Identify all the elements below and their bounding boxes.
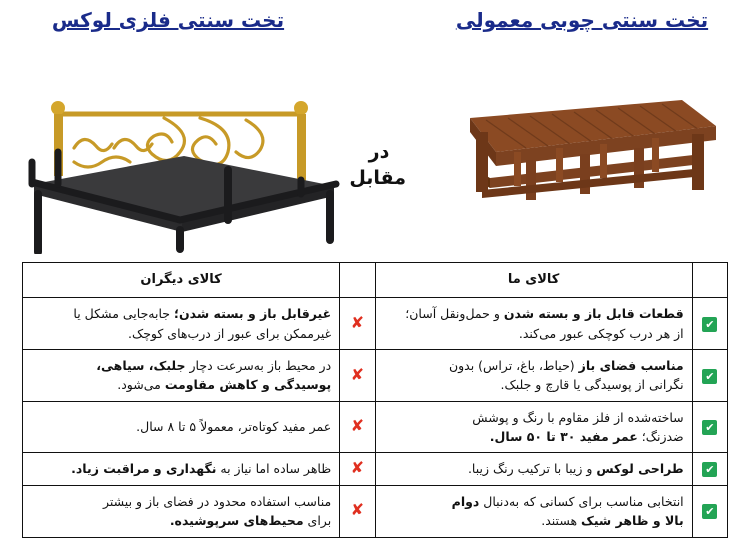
others-text-line2: می‌شود. <box>117 377 165 393</box>
cross-mark-cell <box>340 298 375 350</box>
table-row <box>23 401 728 453</box>
cross-mark-cell <box>340 453 375 485</box>
ours-cell <box>375 401 692 453</box>
header-others-mark <box>340 263 375 298</box>
ours-text-line2: نگرانی از پوسیدگی یا قارچ و جلبک. <box>500 377 684 393</box>
others-highlight-2: پوسیدگی و کاهش مقاومت <box>164 377 332 393</box>
others-cell <box>23 401 340 453</box>
heading-metal-bed: تخت سنتی فلزی لوکس <box>51 8 285 32</box>
ours-text-line2: هستند. <box>541 513 582 529</box>
ours-text: و حمل‌ونقل آسان؛ <box>405 306 504 322</box>
check-mark-cell <box>692 453 727 485</box>
table-row <box>23 298 728 350</box>
ours-cell <box>375 298 692 350</box>
check-icon: ✔ <box>702 420 717 435</box>
check-mark-cell <box>692 349 727 401</box>
others-cell <box>23 485 340 537</box>
ours-highlight: عمر مفید ۳۰ تا ۵۰ سال. <box>489 429 638 445</box>
wooden-bed-image <box>430 82 720 232</box>
check-mark-cell <box>692 401 727 453</box>
versus-label <box>349 140 406 191</box>
ours-cell <box>375 453 692 485</box>
ours-text: انتخابی مناسب برای کسانی که به‌دنبال <box>479 493 684 509</box>
others-highlight: جلبک، سیاهی، <box>96 357 186 373</box>
cross-icon: ✘ <box>350 364 365 384</box>
ours-cell <box>375 485 692 537</box>
cross-icon: ✘ <box>350 458 365 478</box>
ours-text-line2: از هر درب کوچکی عبور می‌کند. <box>518 325 684 341</box>
ours-text: ساخته‌شده از فلز مقاوم با رنگ و پوشش <box>472 409 684 425</box>
others-text-line2: غیرممکن برای عبور از درب‌های کوچک. <box>128 325 332 341</box>
others-text: در محیط باز به‌سرعت دچار <box>185 357 332 373</box>
others-text: جابه‌جایی مشکل یا <box>73 306 174 322</box>
others-cell <box>23 349 340 401</box>
header-others: کالای دیگران <box>23 263 340 298</box>
heading-wooden-bed: تخت سنتی چوبی معمولی <box>455 8 709 32</box>
table-row <box>23 349 728 401</box>
others-cell <box>23 298 340 350</box>
ours-text-line2: ضدزنگ؛ <box>637 429 684 445</box>
ours-highlight: قطعات قابل باز و بسته شدن <box>503 306 684 322</box>
cross-mark-cell <box>340 349 375 401</box>
others-text: ظاهر ساده اما نیاز به <box>216 461 332 477</box>
others-text: عمر مفید کوتاه‌تر، معمولاً ۵ تا ۸ سال. <box>136 419 332 435</box>
others-highlight: غیرقابل باز و بسته شدن؛ <box>173 306 332 322</box>
cross-icon: ✘ <box>350 312 365 332</box>
others-cell <box>23 453 340 485</box>
check-icon: ✔ <box>702 317 717 332</box>
header-ours: کالای ما <box>375 263 692 298</box>
ours-highlight: دوام <box>451 493 480 509</box>
cross-mark-cell <box>340 485 375 537</box>
check-icon: ✔ <box>702 462 717 477</box>
check-mark-cell <box>692 485 727 537</box>
ours-text: (حیاط، باغ، تراس) بدون <box>448 357 579 373</box>
cross-icon: ✘ <box>350 500 365 520</box>
check-icon: ✔ <box>702 369 717 384</box>
header-ours-mark <box>692 263 727 298</box>
ours-highlight: مناسب فضای باز <box>578 357 684 373</box>
cross-mark-cell <box>340 401 375 453</box>
table-header-row <box>23 263 728 298</box>
ours-highlight-2: بالا و ظاهر شیک <box>581 513 684 529</box>
ours-text: و زیبا با ترکیب رنگ زیبا. <box>467 461 597 477</box>
ours-highlight: طراحی لوکس <box>596 461 684 477</box>
check-mark-cell <box>692 298 727 350</box>
others-highlight: نگهداری و مراقبت زیاد. <box>71 461 217 477</box>
table-row <box>23 485 728 537</box>
metal-bed-image <box>14 44 344 254</box>
cross-icon: ✘ <box>350 416 365 436</box>
others-highlight: محیط‌های سرپوشیده. <box>169 513 304 529</box>
versus-line-2: مقابل <box>349 166 406 189</box>
table-row <box>23 453 728 485</box>
comparison-table <box>22 262 728 538</box>
others-text-line2: برای <box>303 513 332 529</box>
check-icon: ✔ <box>702 504 717 519</box>
versus-line-1: در <box>368 141 390 163</box>
others-text: مناسب استفاده محدود در فضای باز و بیشتر <box>102 493 332 509</box>
ours-cell <box>375 349 692 401</box>
